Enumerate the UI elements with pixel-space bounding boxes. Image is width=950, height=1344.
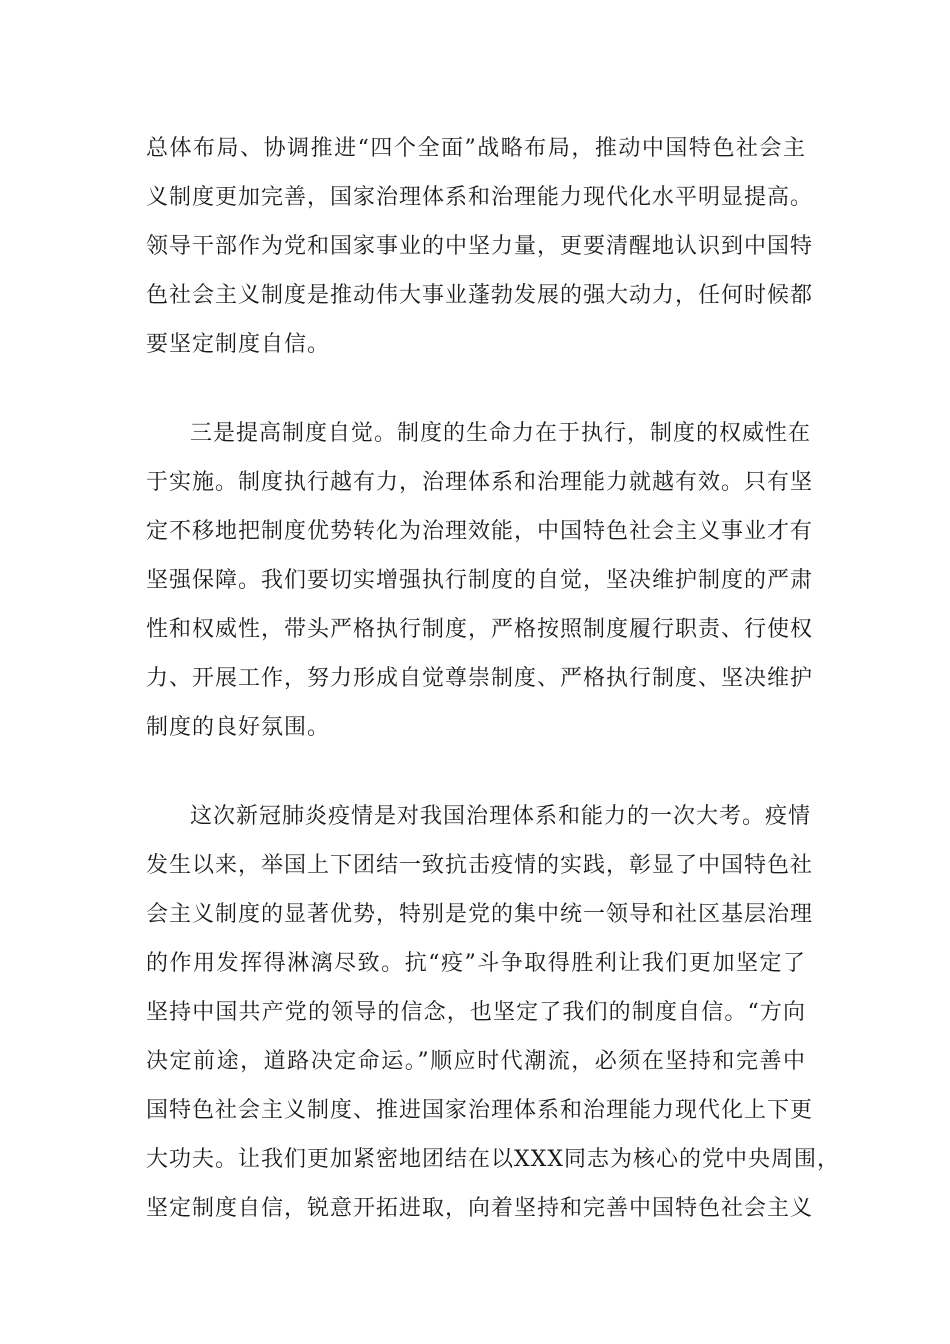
paragraph-3: [146, 792, 840, 1233]
paragraph-2: [146, 409, 814, 752]
paragraph-line: 会主义制度的显著优势，特别是党的集中统一领导和社区基层治理: [146, 902, 814, 927]
paragraph-line: 国特色社会主义制度、推进国家治理体系和治理能力现代化上下更: [146, 1098, 814, 1123]
paragraph-line: 决定前途，道路决定命运。”顺应时代潮流，必须在坚持和完善中: [146, 1049, 806, 1074]
paragraph-line: 这次新冠肺炎疫情是对我国治理体系和能力的一次大考。疫情: [190, 804, 812, 829]
paragraph-line: 制度的良好氛围。: [146, 715, 331, 740]
paragraph-line: 要坚定制度自信。: [146, 332, 331, 357]
paragraph-line: 发生以来，举国上下团结一致抗击疫情的实践，彰显了中国特色社: [146, 853, 814, 878]
paragraph-line: 色社会主义制度是推动伟大事业蓬勃发展的强大动力，任何时候都: [146, 283, 814, 308]
document-body: [146, 124, 840, 1233]
paragraph-spacer: [146, 752, 806, 792]
paragraph-line: 坚定制度自信，锐意开拓进取，向着坚持和完善中国特色社会主义: [146, 1196, 814, 1221]
paragraph-line: 的作用发挥得淋漓尽致。抗“疫”斗争取得胜利让我们更加坚定了: [146, 951, 806, 976]
paragraph-line: 性和权威性，带头严格执行制度，严格按照制度履行职责、行使权: [146, 617, 814, 642]
paragraph-1: [146, 124, 814, 369]
paragraph-line: 坚持中国共产党的领导的信念，也坚定了我们的制度自信。“方向: [146, 1000, 806, 1025]
paragraph-line: 领导干部作为党和国家事业的中坚力量，更要清醒地认识到中国特: [146, 234, 814, 259]
paragraph-line: 三是提高制度自觉。制度的生命力在于执行，制度的权威性在: [190, 421, 812, 446]
paragraph-line: 总体布局、协调推进“四个全面”战略布局，推动中国特色社会主: [146, 136, 806, 161]
paragraph-line: 大功夫。让我们更加紧密地团结在以XXX同志为核心的党中央周围，: [146, 1147, 840, 1172]
paragraph-line: 义制度更加完善，国家治理体系和治理能力现代化水平明显提高。: [146, 185, 814, 210]
paragraph-line: 定不移地把制度优势转化为治理效能，中国特色社会主义事业才有: [146, 519, 814, 544]
paragraph-line: 力、开展工作，努力形成自觉尊崇制度、严格执行制度、坚决维护: [146, 666, 814, 691]
paragraph-line: 于实施。制度执行越有力，治理体系和治理能力就越有效。只有坚: [146, 470, 814, 495]
paragraph-line: 坚强保障。我们要切实增强执行制度的自觉，坚决维护制度的严肃: [146, 568, 814, 593]
paragraph-spacer: [146, 369, 806, 409]
